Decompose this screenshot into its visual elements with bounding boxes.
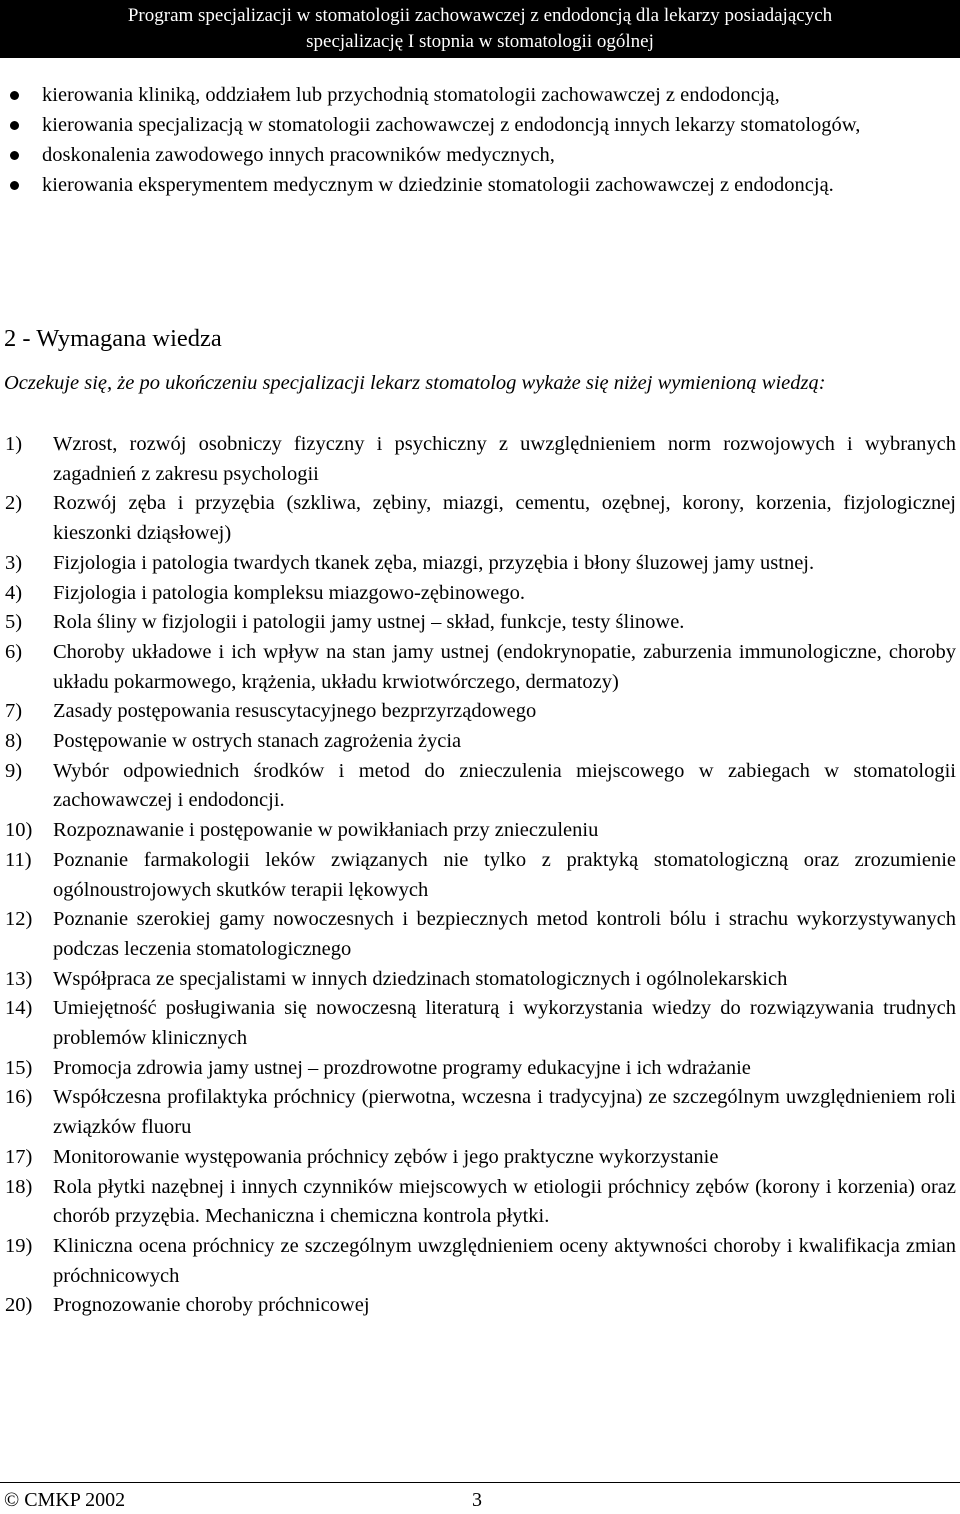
item-number: 10): [5, 819, 33, 842]
list-item: [0, 727, 960, 757]
bullet-item: [0, 140, 960, 170]
item-number: 12): [5, 908, 33, 931]
bullet-text: doskonalenia zawodowego innych pracowników medycznych,: [42, 144, 555, 166]
item-text: Rozpoznawanie i postępowanie w powikłaniach przy znieczuleniu: [53, 819, 599, 842]
list-item: [0, 697, 960, 727]
bullet-item: [0, 110, 960, 140]
list-item: [0, 579, 960, 609]
header-line-2: specjalizację I stopnia w stomatologii ogólnej: [306, 31, 654, 52]
item-text: Rola płytki nazębnej i innych czynników miejscowych w etiologii próchnicy zębów (korony i korzenia) oraz chorób przyzębia. Mechaniczna i chemiczna kontrola płytki.: [53, 1175, 956, 1228]
footer-divider: [0, 1482, 960, 1483]
item-text: Monitorowanie występowania próchnicy zębów i jego praktyczne wykorzystanie: [53, 1145, 719, 1168]
item-text: Współczesna profilaktyka próchnicy (pierwotna, wczesna i tradycyjna) ze szczególnym uwzględnieniem roli związków fluoru: [53, 1086, 956, 1139]
list-item: [0, 430, 960, 489]
bullet-text: kierowania specjalizacją w stomatologii zachowawczej z endodoncją innych lekarzy stomatologów,: [42, 114, 861, 136]
list-item: [0, 1083, 960, 1142]
item-text: Fizjologia i patologia kompleksu miazgowo-zębinowego.: [53, 581, 525, 604]
item-number: 9): [5, 759, 23, 782]
list-item: [0, 905, 960, 964]
list-item: [0, 965, 960, 995]
footer-copyright: © CMKP 2002: [4, 1489, 126, 1511]
page-header: [0, 0, 960, 58]
list-item: [0, 1173, 960, 1232]
list-item: [0, 846, 960, 905]
list-item: [0, 994, 960, 1053]
item-number: 5): [5, 611, 23, 634]
bullet-item: [0, 80, 960, 110]
item-text: Umiejętność posługiwania się nowoczesną literaturą i wykorzystania wiedzy do rozwiązywania trudnych problemów klinicznych: [53, 997, 956, 1050]
item-number: 17): [5, 1145, 33, 1168]
list-item: [0, 1054, 960, 1084]
item-number: 15): [5, 1056, 33, 1079]
bullet-text: kierowania kliniką, oddziałem lub przychodnią stomatologii zachowawczej z endodoncją,: [42, 84, 780, 106]
bullet-dot-icon: [10, 151, 19, 160]
item-text: Poznanie szerokiej gamy nowoczesnych i bezpiecznych metod kontroli bólu i strachu wykorzystywanych podczas leczenia stomatologicznego: [53, 908, 956, 960]
section-title: 2 - Wymagana wiedza: [4, 325, 222, 352]
list-item: [0, 757, 960, 816]
list-item: [0, 489, 960, 548]
list-item: [0, 1143, 960, 1173]
section-intro: Oczekuje się, że po ukończeniu specjalizacji lekarz stomatolog wykaże się niżej wymienioną wiedzą:: [4, 372, 826, 394]
item-number: 11): [5, 848, 32, 871]
item-text: Zasady postępowania resuscytacyjnego bezprzyrządowego: [53, 700, 537, 723]
page-number: 3: [472, 1489, 482, 1511]
item-number: 1): [5, 433, 23, 455]
list-item: [0, 1291, 960, 1321]
item-number: 3): [5, 551, 23, 574]
item-text: Współpraca ze specjalistami w innych dziedzinach stomatologicznych i ogólnolekarskich: [53, 967, 788, 990]
item-number: 6): [5, 640, 23, 663]
item-text: Wzrost, rozwój osobniczy fizyczny i psychiczny z uwzględnieniem norm rozwojowych i wybranych zagadnień z zakresu psychologii: [53, 433, 956, 485]
item-text: Wybór odpowiednich środków i metod do znieczulenia miejscowego w zabiegach w stomatologii zachowawczej i endodoncji.: [53, 759, 956, 812]
item-text: Kliniczna ocena próchnicy ze szczególnym uwzględnieniem oceny aktywności choroby i kwalifikacja zmian próchnicowych: [53, 1234, 956, 1287]
header-line-1: Program specjalizacji w stomatologii zachowawczej z endodoncją dla lekarzy posiadających: [127, 5, 833, 26]
item-number: 4): [5, 581, 23, 604]
list-item: [0, 1232, 960, 1291]
knowledge-list: [0, 430, 960, 1321]
item-number: 2): [5, 492, 23, 515]
item-number: 13): [5, 967, 33, 990]
item-text: Prognozowanie choroby próchnicowej: [53, 1294, 370, 1317]
bullet-dot-icon: [10, 91, 19, 100]
bullet-text: kierowania eksperymentem medycznym w dziedzinie stomatologii zachowawczej z endodoncją.: [42, 174, 834, 196]
list-item: [0, 816, 960, 846]
item-text: Choroby układowe i ich wpływ na stan jamy ustnej (endokrynopatie, zaburzenia immunologiczne, choroby układu pokarmowego, krążenia, układu krwiotwórczego, dermatozy): [53, 640, 956, 693]
bullet-dot-icon: [10, 181, 19, 190]
item-number: 16): [5, 1086, 33, 1109]
item-text: Poznanie farmakologii leków związanych nie tylko z praktyką stomatologiczną oraz zrozumienie ogólnoustrojowych skutków terapii lękowych: [53, 848, 956, 901]
list-item: [0, 638, 960, 697]
list-item: [0, 549, 960, 579]
item-number: 8): [5, 730, 23, 753]
item-text: Rola śliny w fizjologii i patologii jamy ustnej – skład, funkcje, testy ślinowe.: [53, 611, 685, 634]
bullet-item: [0, 170, 960, 200]
item-number: 19): [5, 1234, 33, 1257]
item-number: 7): [5, 700, 23, 723]
item-text: Promocja zdrowia jamy ustnej – prozdrowotne programy edukacyjne i ich wdrażanie: [53, 1056, 751, 1079]
item-number: 14): [5, 997, 33, 1020]
bullet-list: [0, 80, 960, 200]
item-text: Rozwój zęba i przyzębia (szkliwa, zębiny, miazgi, cementu, ozębnej, korony, korzenia, fizjologicznej kieszonki dziąsłowej): [53, 492, 956, 545]
item-number: 18): [5, 1175, 33, 1198]
list-item: [0, 608, 960, 638]
bullet-dot-icon: [10, 121, 19, 130]
item-text: Postępowanie w ostrych stanach zagrożenia życia: [53, 730, 462, 753]
item-number: 20): [5, 1294, 33, 1317]
item-text: Fizjologia i patologia twardych tkanek zęba, miazgi, przyzębia i błony śluzowej jamy ustnej.: [53, 551, 815, 574]
